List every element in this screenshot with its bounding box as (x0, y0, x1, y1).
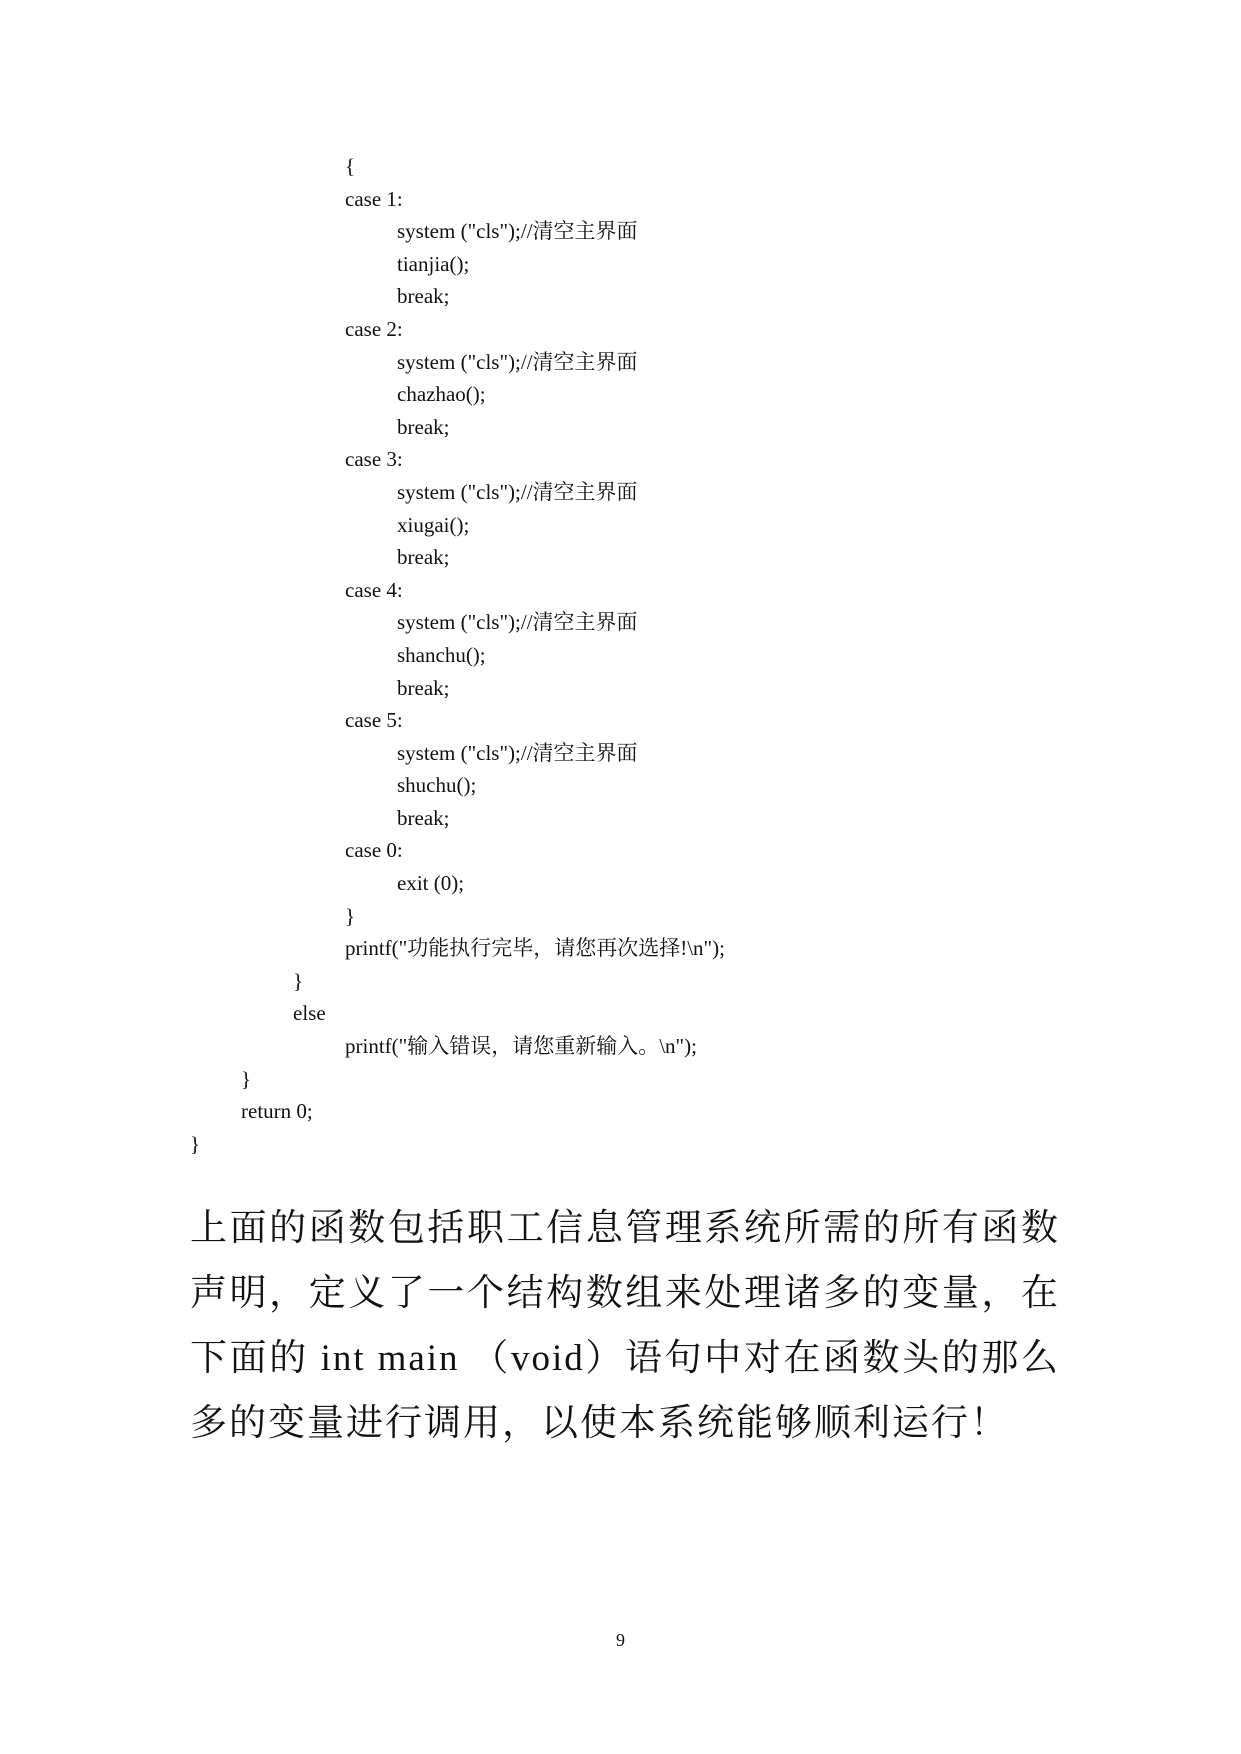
page-number: 9 (616, 1630, 625, 1650)
code-line (0, 476, 1241, 509)
code-line-text: break; (397, 414, 450, 439)
code-line-text: } (293, 968, 304, 993)
code-line (0, 248, 1241, 281)
code-line-text: printf("输入错误，请您重新输入。\n"); (345, 1034, 697, 1059)
code-line (0, 150, 1241, 183)
code-line (0, 346, 1241, 379)
code-line-text: system ("cls");//清空主界面 (397, 349, 638, 374)
code-line (0, 541, 1241, 574)
code-line-text: shanchu(); (397, 642, 486, 667)
code-line-text: printf("功能执行完毕，请您再次选择!\n"); (345, 936, 725, 961)
code-line-text: case 4: (345, 577, 403, 602)
code-line-text: { (345, 154, 356, 178)
code-line (0, 769, 1241, 802)
code-line-text: } (345, 903, 356, 928)
code-line-text: system ("cls");//清空主界面 (397, 219, 638, 244)
code-line (0, 313, 1241, 346)
code-line (0, 183, 1241, 216)
code-line (0, 1095, 1241, 1128)
code-line-text: break; (397, 805, 450, 830)
code-line-text: system ("cls");//清空主界面 (397, 740, 638, 765)
code-line (0, 704, 1241, 737)
code-line-text: system ("cls");//清空主界面 (397, 610, 638, 635)
code-line-text: exit (0); (397, 871, 465, 896)
code-line-text: break; (397, 675, 450, 700)
code-line (0, 1063, 1241, 1096)
code-line (0, 443, 1241, 476)
code-line (0, 867, 1241, 900)
code-line-text: } (190, 1131, 201, 1156)
code-line (0, 1128, 1241, 1161)
code-line (0, 802, 1241, 835)
code-line-text: return 0; (241, 1099, 313, 1124)
code-line (0, 672, 1241, 705)
code-line-text: break; (397, 284, 450, 309)
code-line (0, 574, 1241, 607)
code-line (0, 900, 1241, 933)
code-line (0, 606, 1241, 639)
code-line-text: break; (397, 545, 450, 570)
code-line-text: tianjia(); (397, 251, 470, 276)
code-line (0, 215, 1241, 248)
code-listing (0, 150, 1241, 1160)
code-line-text: chazhao(); (397, 382, 486, 407)
code-line (0, 639, 1241, 672)
code-line (0, 932, 1241, 965)
code-line (0, 1030, 1241, 1063)
code-line (0, 834, 1241, 867)
code-line-text: system ("cls");//清空主界面 (397, 479, 638, 504)
code-line-text: case 3: (345, 447, 403, 472)
code-line-text: shuchu(); (397, 773, 477, 798)
code-line (0, 280, 1241, 313)
code-line (0, 965, 1241, 998)
code-line-text: case 2: (345, 316, 403, 341)
summary-paragraph: 上面的函数包括职工信息管理系统所需的所有函数声明，定义了一个结构数组来处理诸多的变量，在下面的 int main （void）语句中对在函数头的那么多的变量进行调用，以使本系统能够顺利运行！ (190, 1208, 1060, 1444)
code-line-text: case 5: (345, 708, 403, 733)
code-line-text: else (293, 1001, 326, 1026)
code-line (0, 509, 1241, 542)
code-line (0, 737, 1241, 770)
code-line-text: } (241, 1066, 252, 1091)
code-line-text: case 0: (345, 838, 403, 863)
code-line-text: case 1: (345, 186, 403, 211)
code-line-text: xiugai(); (397, 512, 470, 537)
code-line (0, 997, 1241, 1030)
code-line (0, 411, 1241, 444)
code-line (0, 378, 1241, 411)
